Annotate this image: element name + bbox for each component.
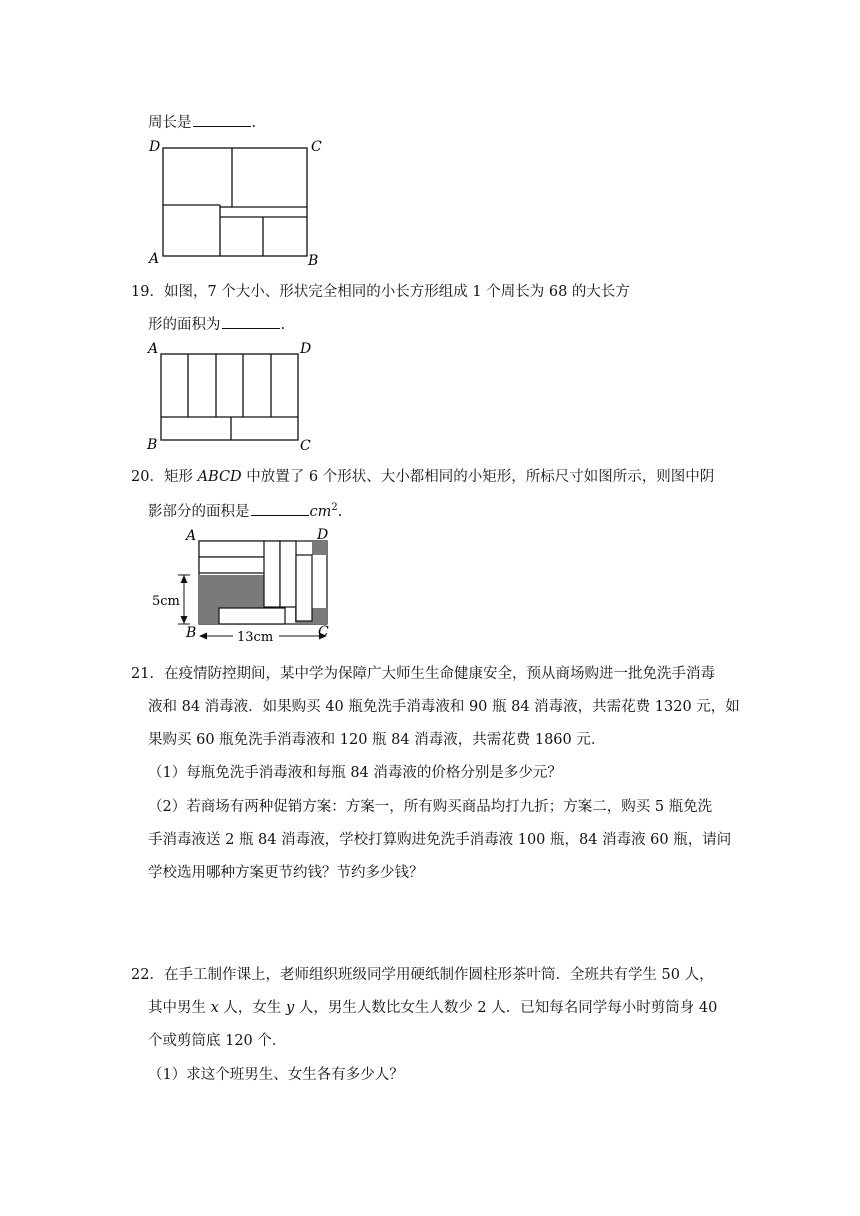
q21-line2: 液和 84 消毒液．如果购买 40 瓶免洗手消毒液和 90 瓶 84 消毒液，共需花费 1320 元，如 <box>148 699 740 715</box>
q22-line1: 22．在手工制作课上，老师组织班级同学用硬纸制作圆柱形茶叶筒．全班共有学生 50 人， <box>131 967 714 983</box>
fig20-height-label: 5cm <box>152 594 180 609</box>
fig18-label-C: C <box>311 139 322 155</box>
fig18-outer-rect <box>163 148 307 256</box>
q21-line3: 果购买 60 瓶免洗手消毒液和 120 瓶 84 消毒液，共需花费 1860 元． <box>148 732 606 748</box>
fig20-small-rect <box>264 541 280 607</box>
fig18-label-B: B <box>308 253 319 269</box>
answer-blank <box>222 314 280 329</box>
q21-sub1: （1）每瓶免洗手消毒液和每瓶 84 消毒液的价格分别是多少元？ <box>148 765 562 781</box>
q21-line1: 21．在疫情防控期间，某中学为保障广大师生生命健康安全，预从商场购进一批免洗手消毒 <box>131 666 715 682</box>
fig20-label-A: A <box>186 528 197 544</box>
fig20-small-rect <box>280 541 296 607</box>
fig19-label-A: A <box>148 341 159 357</box>
q21-sub2-line1: （2）若商场有两种促销方案：方案一，所有购买商品均打九折；方案二，购买 5 瓶免洗 <box>148 799 713 815</box>
fig20-small-rect <box>219 608 285 624</box>
fig20-shaded-corner <box>312 541 327 555</box>
q22-line3: 个或剪筒底 120 个． <box>148 1033 287 1049</box>
fig18-label-A: A <box>149 251 160 267</box>
fig19-outer-rect <box>161 354 298 440</box>
q20-line2: 影部分的面积是 $cm^2$. <box>148 502 343 520</box>
question-number: 20 <box>131 469 150 485</box>
q22-sub1: （1）求这个班男生、女生各有多少人？ <box>148 1067 404 1083</box>
q21-sub2-line3: 学校选用哪种方案更节约钱？节约多少钱？ <box>148 865 424 881</box>
answer-blank <box>251 501 309 516</box>
figure-19 <box>140 338 340 453</box>
q19-line2: 形的面积为 . <box>148 314 285 335</box>
figure-18 <box>140 135 340 270</box>
fig20-label-D: D <box>317 527 329 543</box>
question-number: 22 <box>131 967 150 983</box>
q21-sub2-line2: 手消毒液送 2 瓶 84 消毒液，学校打算购进免洗手消毒液 100 瓶，84 消毒液 60 瓶，请问 <box>148 832 732 848</box>
q22-line2: 其中男生 x 人，女生 y 人，男生人数比女生人数少 2 人．已知每名同学每小时剪筒身 40 <box>148 1000 718 1016</box>
fig19-label-D: D <box>300 341 312 357</box>
question-number: 19 <box>131 284 150 300</box>
answer-blank <box>193 112 251 127</box>
q20-line1: 20．矩形 ABCD 中放置了 6 个形状、大小都相同的小矩形，所标尺寸如图所示，则图中阴 <box>131 469 715 485</box>
fig20-width-label: 13cm <box>237 630 274 645</box>
fig19-label-B: B <box>147 437 158 453</box>
fig20-small-rect <box>296 555 312 621</box>
fig19-label-C: C <box>300 438 311 453</box>
fig18-label-D: D <box>149 139 161 155</box>
fig20-label-C: C <box>318 624 329 640</box>
q18-text: 周长是 . <box>148 112 256 133</box>
q19-line1: 19．如图，7 个大小、形状完全相同的小长方形组成 1 个周长为 68 的大长方 <box>131 284 630 300</box>
fig20-small-rect <box>199 541 265 557</box>
fig20-label-B: B <box>186 625 197 641</box>
fig20-small-rect <box>199 557 265 573</box>
question-number: 21 <box>131 666 150 682</box>
figure-20 <box>145 524 345 649</box>
